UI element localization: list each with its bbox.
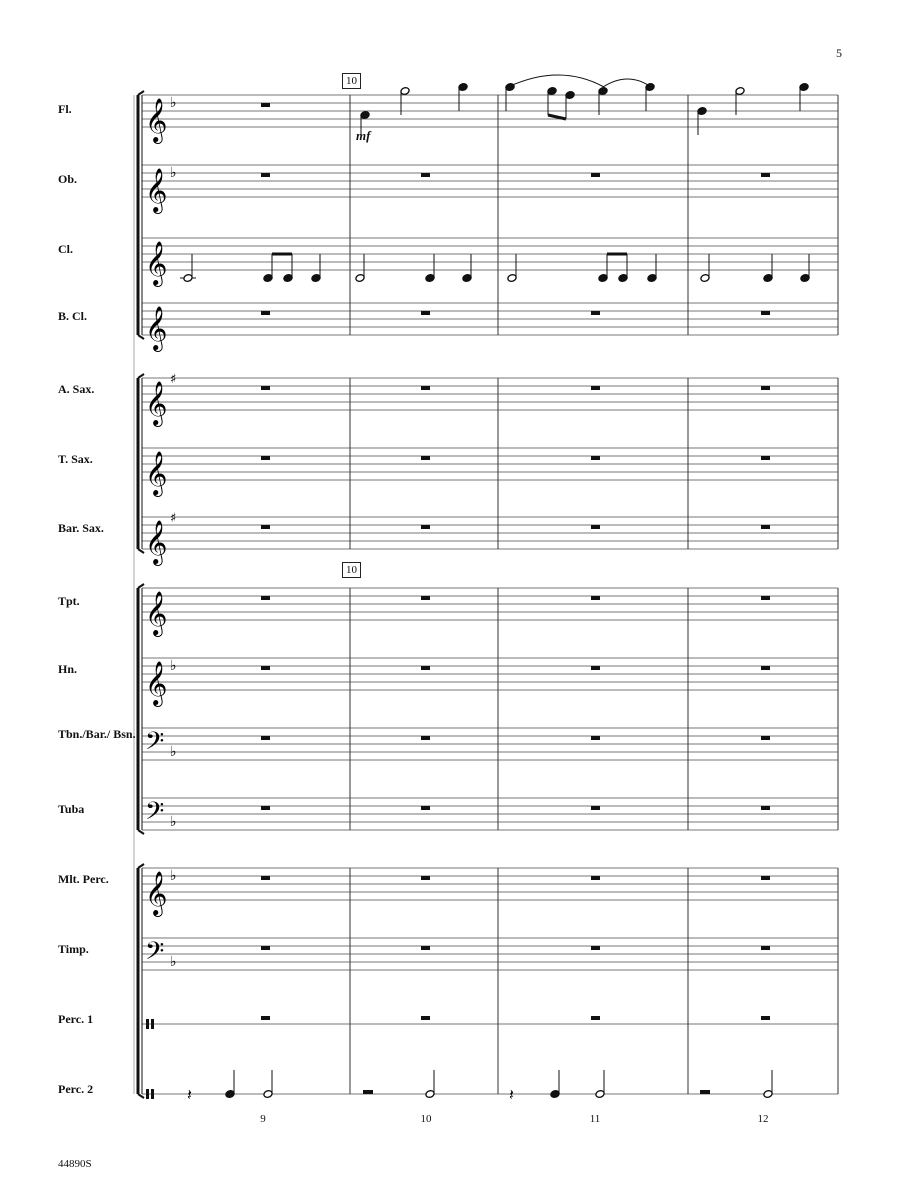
bracket-hook [138, 549, 144, 553]
bracket-hook [138, 335, 144, 339]
measure-number: 12 [757, 1113, 769, 1125]
whole-rest [591, 1016, 600, 1020]
whole-rest [591, 311, 600, 315]
half-rest [363, 1090, 373, 1094]
flat-sign: ♭ [170, 744, 177, 760]
flat-sign: ♭ [170, 814, 177, 830]
percussion-clef [151, 1019, 154, 1029]
flat-sign: ♭ [170, 95, 177, 111]
percussion-clef [146, 1019, 149, 1029]
whole-rest [421, 596, 430, 600]
whole-rest [261, 596, 270, 600]
whole-rest [761, 876, 770, 880]
instrument-label: Cl. [58, 242, 73, 256]
whole-rest [421, 525, 430, 529]
instrument-label: Timp. [58, 942, 89, 956]
bracket-hook [138, 1094, 144, 1098]
whole-rest [761, 666, 770, 670]
catalog-number: 44890S [58, 1158, 92, 1170]
page-number: 5 [836, 46, 842, 60]
whole-rest [591, 666, 600, 670]
whole-rest [421, 666, 430, 670]
whole-rest [421, 736, 430, 740]
treble-clef: 𝄞 [145, 241, 168, 285]
measure-number: 9 [260, 1113, 266, 1125]
whole-rest [591, 946, 600, 950]
half-rest [700, 1090, 710, 1094]
whole-rest [261, 876, 270, 880]
whole-rest [761, 736, 770, 740]
whole-rest [761, 386, 770, 390]
whole-rest [261, 103, 270, 107]
bracket-hook [138, 91, 144, 95]
whole-rest [761, 525, 770, 529]
whole-rest [761, 1016, 770, 1020]
whole-rest [591, 876, 600, 880]
whole-rest [421, 1016, 430, 1020]
whole-rest [761, 456, 770, 460]
whole-rest [761, 946, 770, 950]
instrument-label: Tuba [58, 802, 85, 816]
flat-sign: ♭ [170, 868, 177, 884]
whole-rest [261, 1016, 270, 1020]
quarter-rest: 𝄽 [509, 1085, 514, 1104]
treble-clef: 𝄞 [145, 306, 168, 350]
treble-clef: 𝄞 [145, 871, 168, 915]
whole-rest [261, 736, 270, 740]
rehearsal-mark-winds: 10 [342, 73, 361, 89]
whole-rest [591, 596, 600, 600]
treble-clef: 𝄞 [145, 451, 168, 495]
whole-rest [591, 173, 600, 177]
whole-rest [261, 525, 270, 529]
bracket-hook [138, 830, 144, 834]
note-beam [548, 115, 566, 119]
whole-rest [421, 311, 430, 315]
whole-rest [421, 806, 430, 810]
whole-rest [761, 596, 770, 600]
whole-rest [421, 946, 430, 950]
instrument-label: T. Sax. [58, 452, 93, 466]
whole-rest [421, 173, 430, 177]
flat-sign: ♭ [170, 165, 177, 181]
rehearsal-mark-brass: 10 [342, 562, 361, 578]
whole-rest [761, 311, 770, 315]
quarter-rest: 𝄽 [187, 1085, 192, 1104]
bracket-hook [138, 864, 144, 868]
bass-clef: 𝄢 [145, 937, 165, 972]
instrument-label: Mlt. Perc. [58, 872, 109, 886]
whole-rest [261, 311, 270, 315]
measure-number: 10 [420, 1113, 432, 1125]
whole-rest [261, 456, 270, 460]
treble-clef: 𝄞 [145, 661, 168, 705]
dynamic-marking: mf [356, 128, 371, 143]
sharp-sign: ♯ [170, 372, 177, 387]
bracket-hook [138, 374, 144, 378]
whole-rest [591, 386, 600, 390]
whole-rest [261, 173, 270, 177]
slur [603, 79, 651, 87]
whole-rest [761, 173, 770, 177]
treble-clef: 𝄞 [145, 520, 168, 564]
percussion-clef [151, 1089, 154, 1099]
instrument-label: A. Sax. [58, 382, 95, 396]
whole-rest [761, 806, 770, 810]
whole-rest [261, 946, 270, 950]
whole-rest [591, 525, 600, 529]
whole-rest [421, 386, 430, 390]
sharp-sign: ♯ [170, 511, 177, 526]
instrument-label: Bar. Sax. [58, 521, 104, 535]
whole-rest [591, 736, 600, 740]
whole-rest [591, 806, 600, 810]
bass-clef: 𝄢 [145, 727, 165, 762]
measure-number: 11 [589, 1113, 601, 1125]
treble-clef: 𝄞 [145, 168, 168, 212]
instrument-label: Perc. 1 [58, 1012, 94, 1026]
bass-clef: 𝄢 [145, 797, 165, 832]
instrument-label: Perc. 2 [58, 1082, 94, 1096]
whole-rest [261, 666, 270, 670]
instrument-label: Fl. [58, 102, 72, 116]
whole-rest [591, 456, 600, 460]
instrument-label: Tpt. [58, 594, 80, 608]
whole-rest [261, 386, 270, 390]
whole-rest [261, 806, 270, 810]
percussion-clef [146, 1089, 149, 1099]
bracket-hook [138, 584, 144, 588]
whole-rest [421, 876, 430, 880]
instrument-label: Ob. [58, 172, 78, 186]
instrument-label: Hn. [58, 662, 78, 676]
treble-clef: 𝄞 [145, 381, 168, 425]
instrument-label: Tbn./Bar./ Bsn. [58, 727, 136, 741]
treble-clef: 𝄞 [145, 98, 168, 142]
flat-sign: ♭ [170, 954, 177, 970]
slur [508, 75, 604, 87]
flat-sign: ♭ [170, 658, 177, 674]
treble-clef: 𝄞 [145, 591, 168, 635]
instrument-label: B. Cl. [58, 309, 88, 323]
whole-rest [421, 456, 430, 460]
